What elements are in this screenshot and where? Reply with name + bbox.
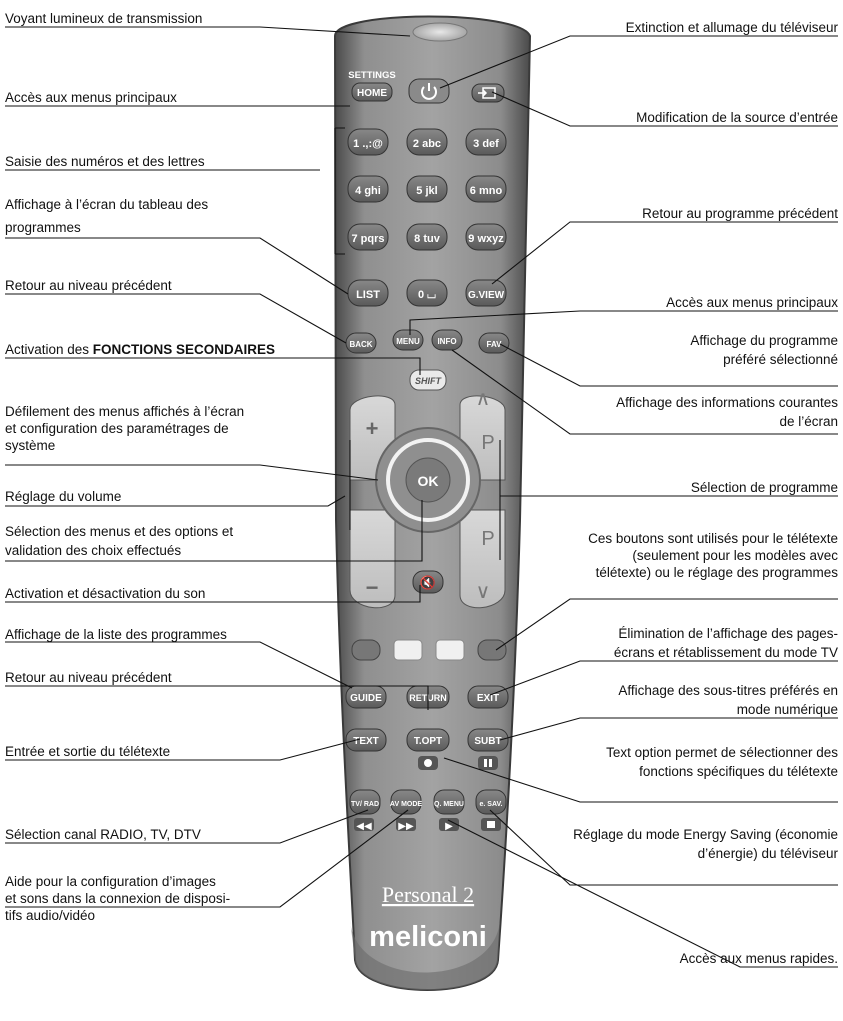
svg-text:LIST: LIST: [356, 289, 380, 301]
svg-text:EXIT: EXIT: [476, 693, 500, 704]
yellow-key: [436, 640, 464, 660]
label-menu-scroll-2: et configuration des paramétrages de: [5, 421, 229, 436]
down-chevron-icon: ∨: [475, 581, 491, 603]
svg-text:MENU: MENU: [396, 337, 420, 346]
svg-text:TV/ RAD: TV/ RAD: [351, 801, 379, 808]
stop-icon: [487, 821, 495, 828]
label-teletext: Entrée et sortie du télétexte: [5, 744, 171, 759]
brand-logo: meliconi: [369, 921, 487, 953]
label-number-input: Saisie des numéros et des lettres: [5, 154, 205, 169]
blue-key: [478, 640, 506, 660]
label-subtitles-1: Affichage des sous-titres préférés en: [618, 683, 838, 698]
key-3: 3 def: [473, 138, 499, 150]
label-color-keys-2: (seulement pour les modèles avec: [632, 548, 838, 563]
svg-text:HOME: HOME: [357, 88, 387, 99]
label-ok-select-2: validation des choix effectués: [5, 543, 182, 558]
svg-text:Q. MENU: Q. MENU: [434, 801, 464, 808]
label-info-1: Affichage des informations courantes: [616, 395, 838, 410]
label-program-table-1: Affichage à l’écran du tableau des: [5, 197, 209, 212]
svg-text:TEXT: TEXT: [353, 736, 379, 747]
svg-text:INFO: INFO: [437, 337, 457, 346]
rewind-icon: ◀◀: [356, 821, 372, 832]
label-av-mode-2: et sons dans la connexion de disposi-: [5, 891, 231, 906]
label-back-level: Retour au niveau précédent: [5, 278, 172, 293]
svg-text:P: P: [481, 432, 495, 454]
transmission-led: [413, 23, 467, 41]
label-secondary-functions: Activation des FONCTIONS SECONDAIRES: [5, 342, 276, 357]
source-button: [472, 84, 504, 102]
key-9: 9 wxyz: [468, 233, 504, 245]
pause-indicator: [478, 756, 498, 770]
key-6: 6 mno: [469, 185, 503, 197]
forward-icon: ▶▶: [398, 821, 414, 832]
label-home-menus: Accès aux menus principaux: [5, 90, 177, 105]
label-exit-1: Élimination de l’affichage des pages-: [618, 626, 838, 641]
svg-text:RETURN: RETURN: [409, 693, 447, 703]
label-info-2: de l’écran: [779, 414, 838, 429]
svg-text:SHIFT: SHIFT: [415, 376, 441, 386]
svg-text:+: +: [365, 416, 379, 441]
key-8: 8 tuv: [414, 233, 440, 245]
label-guide: Affichage de la liste des programmes: [5, 627, 227, 642]
label-return: Retour au niveau précédent: [5, 670, 172, 685]
label-program-table-2: programmes: [5, 220, 81, 235]
label-energy-saving-1: Réglage du mode Energy Saving (économie: [573, 827, 838, 842]
svg-text:T.OPT: T.OPT: [413, 736, 443, 747]
label-text-option-1: Text option permet de sélectionner des: [606, 745, 838, 760]
label-av-mode-1: Aide pour la configuration d’images: [5, 874, 216, 889]
svg-text:−: −: [365, 575, 379, 600]
up-chevron-icon: ∧: [475, 388, 491, 410]
label-previous-program: Retour au programme précédent: [642, 206, 838, 221]
brand-model: Personal 2: [381, 882, 475, 907]
svg-text:P: P: [481, 528, 495, 550]
label-subtitles-2: mode numérique: [736, 702, 838, 717]
svg-text:BACK: BACK: [349, 340, 373, 349]
settings-label: SETTINGS: [348, 70, 396, 81]
svg-text:G.VIEW: G.VIEW: [467, 290, 505, 301]
label-volume: Réglage du volume: [5, 489, 122, 504]
label-transmission-led: Voyant lumineux de transmission: [5, 11, 203, 26]
svg-text:0 ⌴: 0 ⌴: [418, 289, 436, 301]
svg-text:OK: OK: [417, 473, 439, 489]
label-exit-2: écrans et rétablissement du mode TV: [613, 645, 838, 660]
label-menu-scroll-1: Défilement des menus affichés à l’écran: [5, 404, 245, 419]
key-1: 1 .,:@: [353, 138, 383, 150]
record-icon: [424, 759, 432, 767]
play-icon: ▶: [445, 821, 453, 832]
key-7: 7 pqrs: [351, 233, 385, 245]
key-5: 5 jkl: [416, 185, 438, 197]
label-menu-scroll-3: système: [5, 438, 56, 453]
label-program-select: Sélection de programme: [690, 480, 838, 495]
label-fav-2: préféré sélectionné: [723, 352, 838, 367]
svg-text:FAV: FAV: [486, 340, 502, 349]
svg-text:GUIDE: GUIDE: [350, 693, 382, 704]
svg-text:AV MODE: AV MODE: [389, 801, 423, 808]
key-2: 2 abc: [412, 138, 442, 150]
red-key: [352, 640, 380, 660]
label-color-keys-1: Ces boutons sont utilisés pour le télétexte: [588, 531, 838, 546]
mute-icon: 🔇: [419, 575, 437, 590]
label-input-source: Modification de la source d’entrée: [636, 110, 838, 125]
label-av-mode-3: tifs audio/vidéo: [5, 908, 96, 923]
label-energy-saving-2: d’énergie) du téléviseur: [697, 846, 838, 861]
label-color-keys-3: télétexte) ou le réglage des programmes: [595, 565, 838, 580]
label-radio-tv-dtv: Sélection canal RADIO, TV, DTV: [5, 827, 201, 842]
label-text-option-2: fonctions spécifiques du télétexte: [639, 764, 838, 779]
label-ok-select-1: Sélection des menus et des options et: [5, 524, 234, 539]
label-mute: Activation et désactivation du son: [5, 586, 206, 601]
svg-text:SUBT: SUBT: [474, 736, 502, 747]
green-key: [394, 640, 422, 660]
label-fav-1: Affichage du programme: [690, 333, 838, 348]
key-4: 4 ghi: [355, 185, 381, 197]
label-quick-menu: Accès aux menus rapides.: [679, 951, 838, 966]
svg-text:e. SAV.: e. SAV.: [479, 801, 503, 808]
label-power: Extinction et allumage du téléviseur: [625, 20, 838, 35]
label-main-menu: Accès aux menus principaux: [666, 295, 838, 310]
